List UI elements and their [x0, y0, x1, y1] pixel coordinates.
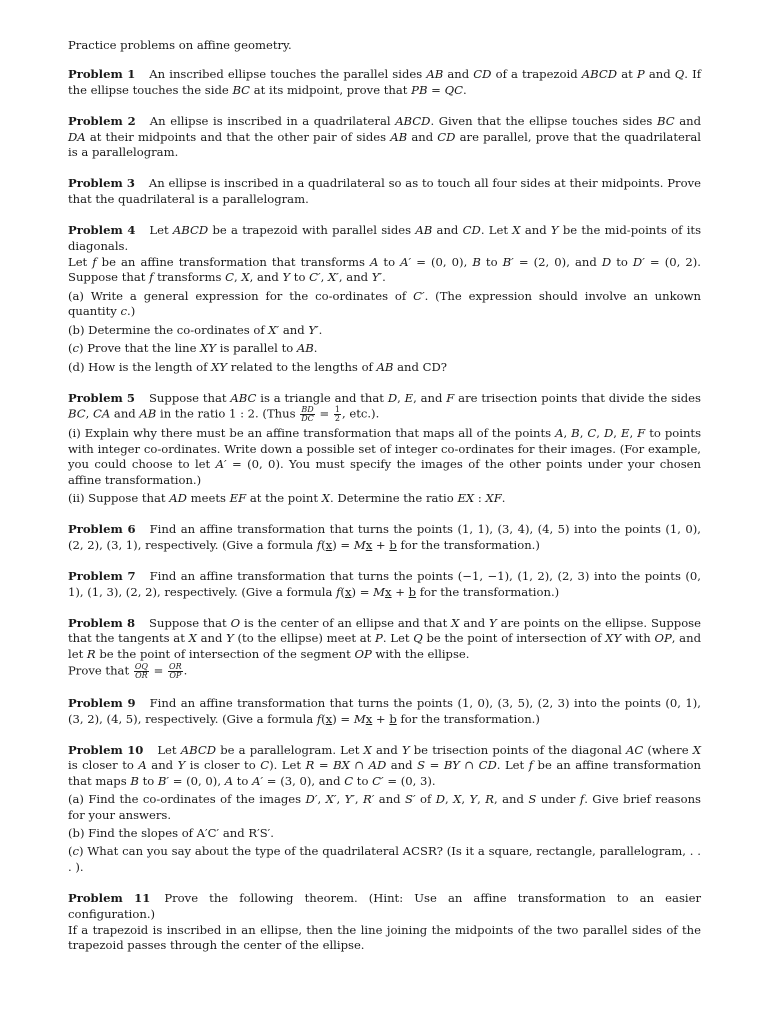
- problem-8: [68, 616, 701, 680]
- problem-statement: Problem 7 Find an affine transformation that turns the points (−1, −1), (1, 2), (2, 3) into the points (0, 1), (1, 3), (2, 2), respectively. (Give a formula f(x) = Mx + b for the transformation.): [68, 569, 701, 599]
- problem-part: (ii) Suppose that AD meets EF at the point X. Determine the ratio EX : XF.: [68, 490, 506, 505]
- problem-label: Problem 8: [68, 615, 136, 630]
- problem-6: [68, 522, 701, 553]
- problem-label: Problem 11: [68, 891, 151, 906]
- problem-part: Prove that $\frac{OQ}{OR}$ = $\frac{OR}{OP}$ .: [68, 662, 188, 681]
- problem-part: Let f be an affine transformation that transforms A to A′ = (0, 0), B to B′ = (2, 0), and D to D′ = (0, 2). Suppose that f transforms C, X, and Y to C′, X′, and Y′.: [68, 255, 701, 285]
- problem-statement: Problem 10 Let ABCD be a parallelogram. Let X and Y be trisection points of the diagonal AC (where X is closer to A and Y is closer to C). Let R = BX ∩ AD and S = BY ∩ CD. Let f be an affine transformation that maps B to B′ = (0, 0), A to A′ = (3, 0), and C to C′ = (0, 3).: [68, 743, 702, 788]
- problem-statement: Problem 2 An ellipse is inscribed in a quadrilateral ABCD. Given that the ellipse touches sides BC and DA at their midpoints and that the other pair of sides AB and CD are parallel, prove that the quadrilateral is a parallelogram.: [68, 114, 701, 160]
- problem-11: [68, 891, 701, 954]
- problem-statement: Problem 9 Find an affine transformation that turns the points (1, 0), (3, 5), (2, 3) into the points (0, 1), (3, 2), (4, 5), respectively. (Give a formula f(x) = Mx + b for the transformation.): [68, 696, 701, 726]
- problem-part: (b) Determine the co-ordinates of X′ and Y′.: [68, 322, 323, 337]
- problem-label: Problem 4: [68, 223, 136, 238]
- problem-label: Problem 1: [68, 67, 136, 82]
- problem-statement: Problem 1 An inscribed ellipse touches the parallel sides AB and CD of a trapezoid ABCD at P and Q. If the ellipse touches the side BC at its midpoint, prove that PB = QC.: [68, 67, 701, 97]
- problem-label: Problem 9: [68, 696, 136, 711]
- problem-label: Problem 5: [68, 390, 135, 405]
- problem-4: [68, 223, 701, 375]
- problem-statement: Problem 8 Suppose that O is the center of an ellipse and that X and Y are points on the ellipse. Suppose that the tangents at X and Y (to the ellipse) meet at P. Let Q be the point of intersection of XY with OP, and let R be the point of intersection of the segment OP with the ellipse.: [68, 615, 701, 661]
- problem-part: (c) Prove that the line XY is parallel to AB.: [68, 341, 318, 356]
- problem-part: (a) Write a general expression for the co-ordinates of C′. (The expression should involve an unkown quantity c.): [68, 288, 702, 319]
- problem-label: Problem 2: [68, 114, 136, 129]
- problem-list: [68, 67, 701, 953]
- problem-label: Problem 10: [68, 743, 144, 757]
- problem-label: Problem 7: [68, 569, 136, 584]
- problem-part: (a) Find the co-ordinates of the images D′, X′, Y′, R′ and S′ of D, X, Y, R, and S under f. Give brief reasons for your answers.: [68, 792, 701, 822]
- problem-part: (b) Find the slopes of A′C′ and R′S′.: [68, 826, 274, 841]
- problem-statement: Problem 6 Find an affine transformation that turns the points (1, 1), (3, 4), (4, 5) into the points (1, 0), (2, 2), (3, 1), respectively. (Give a formula f(x) = Mx + b for the transformation.): [68, 522, 701, 552]
- problem-statement: Problem 5 Suppose that ABC is a triangle and that D, E, and F are trisection points that divide the sides BC, CA and AB in the ratio 1 : 2. (Thus $\frac{BD}{DC}$ = $\frac{1}{2}$ , etc.).: [68, 390, 701, 424]
- problem-part: If a trapezoid is inscribed in an ellipse, then the line joining the midpoints of the two parallel sides of the trapezoid passes through the center of the ellipse.: [68, 923, 701, 953]
- problem-2: [68, 114, 701, 160]
- problem-part: (d) How is the length of XY related to the lengths of AB and CD?: [68, 359, 447, 374]
- problem-statement: Problem 4 Let ABCD be a trapezoid with parallel sides AB and CD. Let X and Y be the mid-points of its diagonals.: [68, 223, 702, 253]
- problem-7: [68, 569, 701, 600]
- problem-9: [68, 696, 701, 727]
- problem-label: Problem 6: [68, 522, 136, 537]
- document-intro: Practice problems on affine geometry.: [68, 38, 292, 52]
- problem-part: (i) Explain why there must be an affine transformation that maps all of the points A, B, C, D, E, F to points with integer co-ordinates. Write down a possible set of integer co-ordinates for their images. (For example, you could choose to let A′ = (0, 0). You must specify the images of the other points under your chosen affine transformation.): [68, 426, 702, 487]
- problem-3: [68, 176, 701, 207]
- problem-5: [68, 391, 701, 506]
- problem-10: [68, 743, 701, 875]
- problem-part: (c) What can you say about the type of the quadrilateral ACSR? (Is it a square, rectangle, parallelogram, . . . ).: [68, 844, 701, 874]
- problem-statement: Problem 11 Prove the following theorem. (Hint: Use an affine transformation to an easier configuration.): [68, 891, 701, 921]
- problem-label: Problem 3: [68, 176, 135, 191]
- problem-1: [68, 67, 701, 98]
- problem-statement: Problem 3 An ellipse is inscribed in a quadrilateral so as to touch all four sides at their midpoints. Prove that the quadrilateral is a parallelogram.: [68, 176, 701, 206]
- document-page: [68, 38, 701, 970]
